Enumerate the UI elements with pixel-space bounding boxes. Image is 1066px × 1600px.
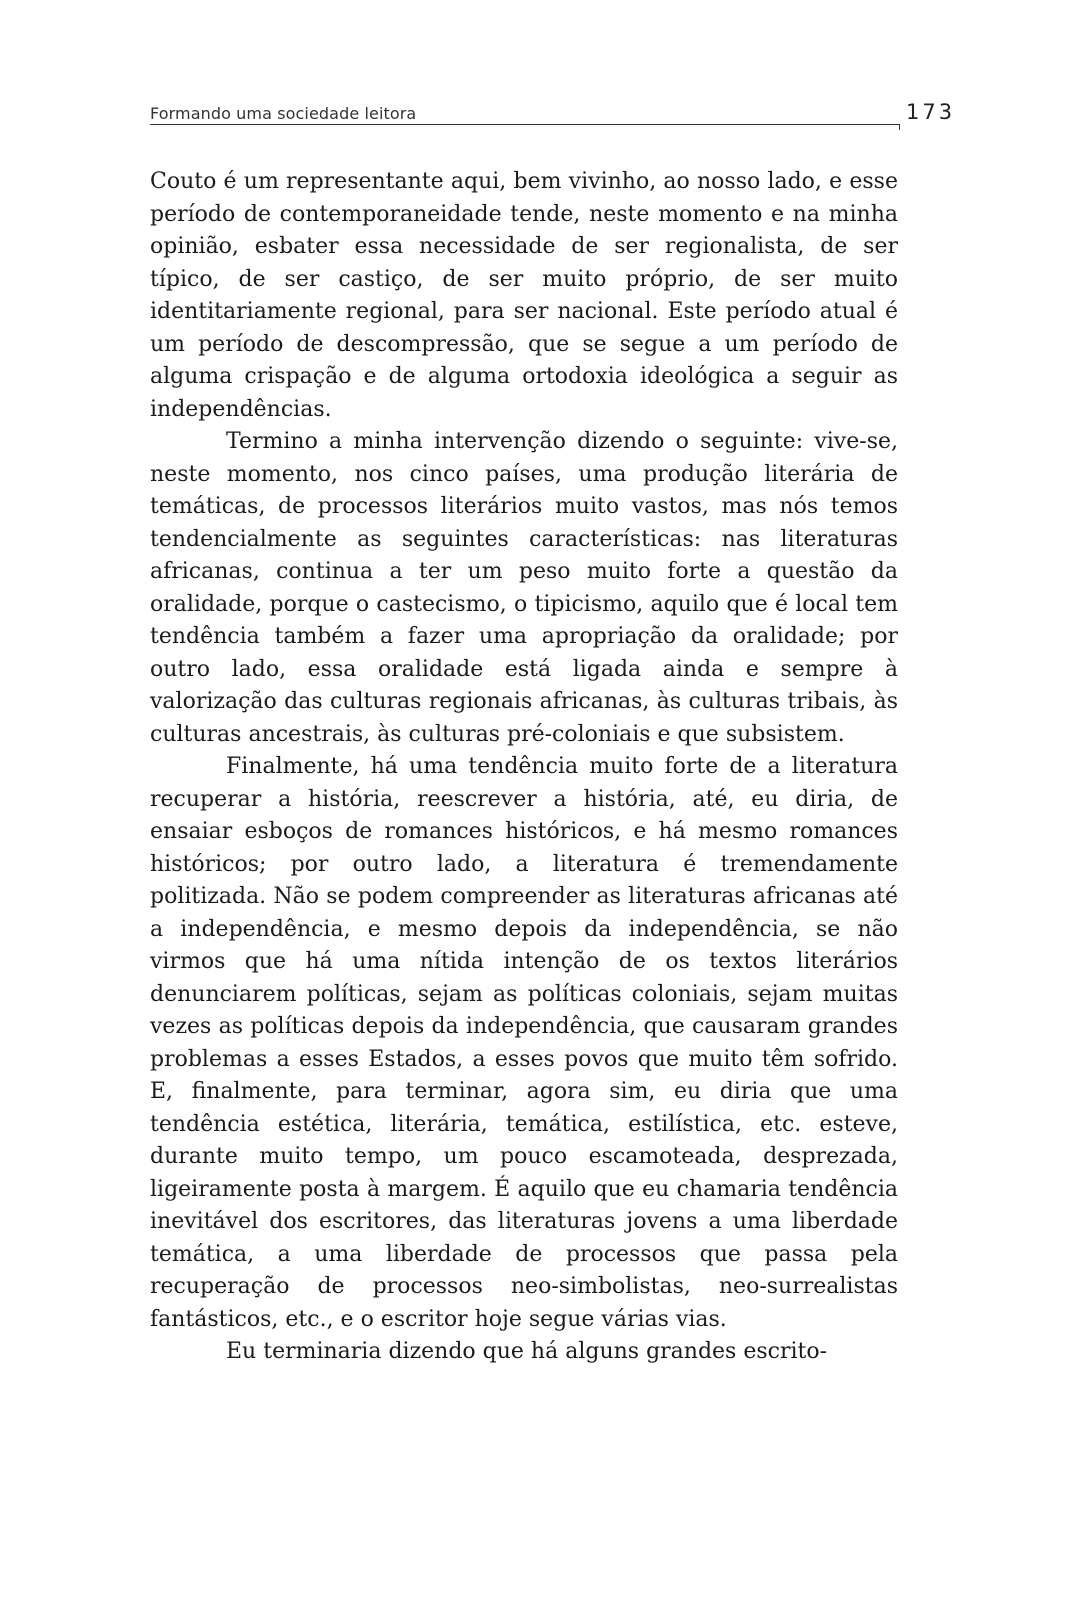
paragraph: Termino a minha intervenção dizendo o seguinte: vive-se, neste momento, nos cinco países, uma produção literária de temáticas, de processos literários muito vastos, mas nós temos tendencialmente as seguintes características: nas literaturas africanas, continua a ter um peso muito forte a questão da oralidade, porque o castecismo, o tipicismo, aquilo que é local tem tendência também a fazer uma apropriação da oralidade; por outro lado, essa oralidade está ligada ainda e sempre à valorização das culturas regionais africanas, às culturas tribais, às culturas ancestrais, às culturas pré-coloniais e que subsistem. xyxy=(150,429,898,747)
paragraph: Eu terminaria dizendo que há alguns grandes escrito- xyxy=(226,1339,828,1364)
body-text xyxy=(150,166,898,1369)
header-rule xyxy=(150,124,900,125)
running-header xyxy=(150,100,964,130)
page-number: 173 xyxy=(906,100,956,124)
running-title: Formando uma sociedade leitora xyxy=(150,104,417,123)
paragraph: Couto é um representante aqui, bem vivinho, ao nosso lado, e esse período de contemporaneidade tende, neste momento e na minha opinião, esbater essa necessidade de ser regionalista, de ser típico, de ser castiço, de ser muito próprio, de ser muito identitariamente regional, para ser nacional. Este período atual é um período de descompressão, que se segue a um período de alguma crispação e de alguma ortodoxia ideológica a seguir as independências. xyxy=(150,169,898,422)
paragraph: Finalmente, há uma tendência muito forte de a literatura recuperar a história, reescrever a história, até, eu diria, de ensaiar esboços de romances históricos, e há mesmo romances históricos; por outro lado, a literatura é tremendamente politizada. Não se podem compreender as literaturas africanas até a independência, e mesmo depois da independência, se não virmos que há uma nítida intenção de os textos literários denunciarem políticas, sejam as políticas coloniais, sejam muitas vezes as políticas depois da independência, que causaram grandes problemas a esses Estados, a esses povos que muito têm sofrido. E, finalmente, para terminar, agora sim, eu diria que uma tendência estética, literária, temática, estilística, etc. esteve, durante muito tempo, um pouco escamoteada, desprezada, ligeiramente posta à margem. É aquilo que eu chamaria tendência inevitável dos escritores, das literaturas jovens a uma liberdade temática, a uma liberdade de processos que passa pela recuperação de processos neo-simbolistas, neo-surrealistas fantásticos, etc., e o escritor hoje segue várias vias. xyxy=(150,754,898,1332)
header-rule-tick xyxy=(899,124,900,130)
